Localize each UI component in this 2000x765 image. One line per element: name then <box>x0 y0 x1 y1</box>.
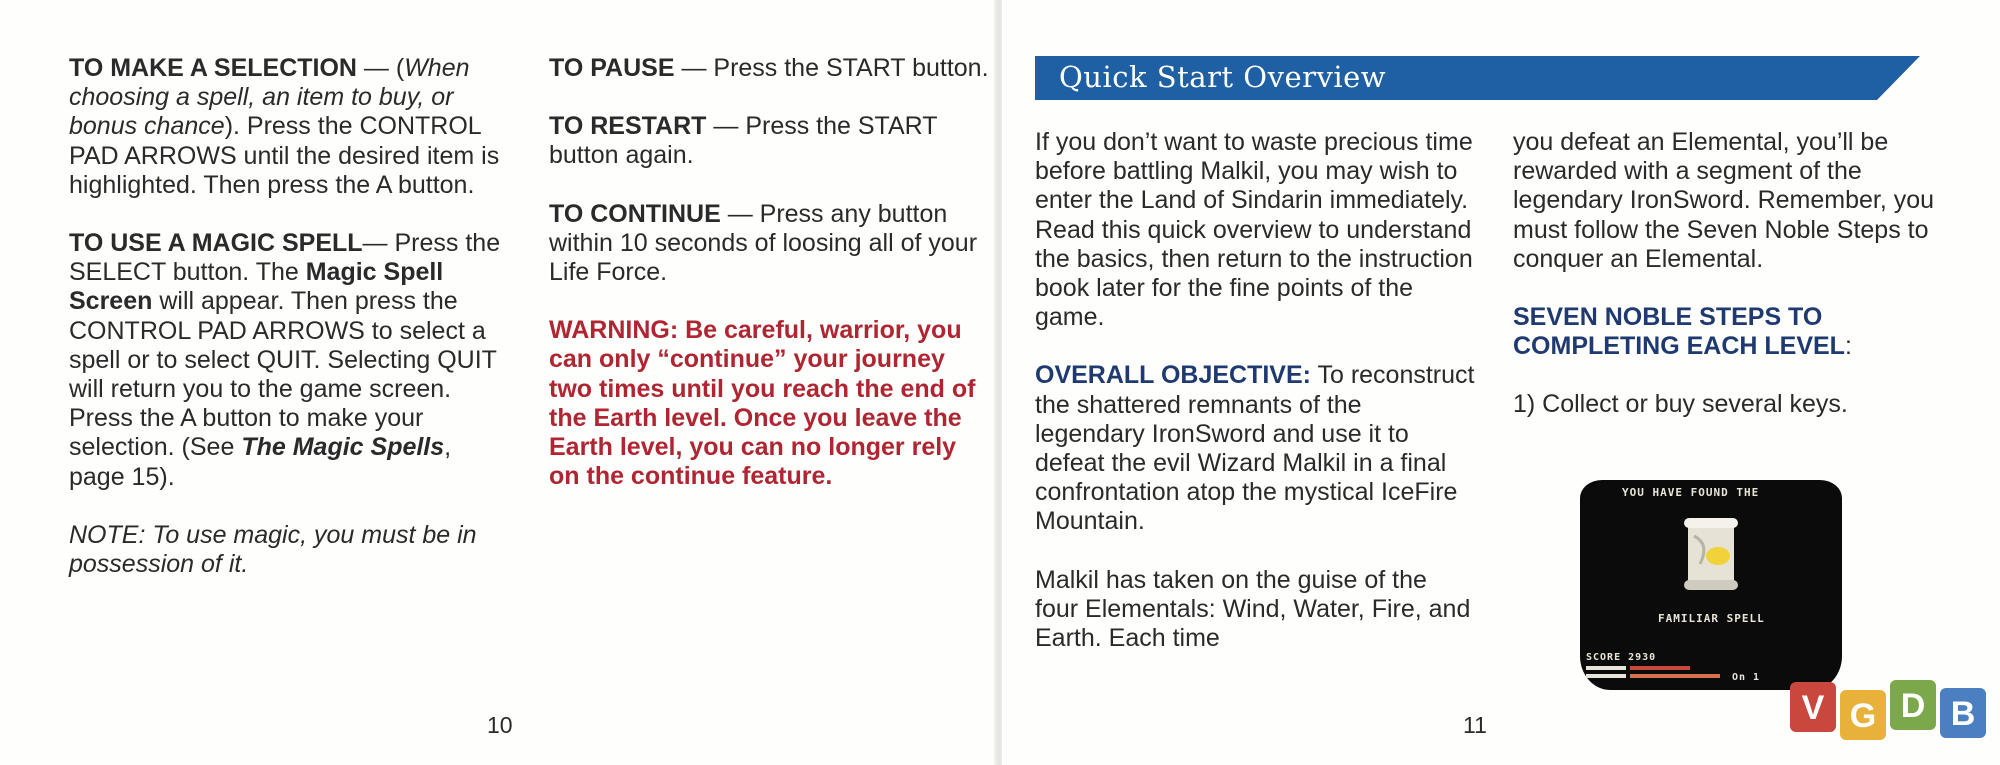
pause-text: — Press the START button. <box>674 54 989 82</box>
continued-paragraph: you defeat an Elemental, you’ll be rewarded with a segment of the legendary IronSword. Remember, you must follow the Seven Noble Steps to conquer an Elemental. <box>1513 128 1935 273</box>
selection-heading: TO MAKE A SELECTION <box>69 54 357 82</box>
continue-text: — Press any button within 10 seconds of loosing all of your Life Force. <box>549 199 978 287</box>
warning-paragraph: WARNING: Be careful, warrior, you can only “continue” your journey two times until you reach the end of the Earth level. Once you leave the Earth level, you can no longer rely on the continue feature. <box>549 316 976 491</box>
selection-paragraph <box>69 54 509 200</box>
continue-heading: TO CONTINUE <box>549 199 721 228</box>
section-banner <box>1035 56 1920 100</box>
page-10 <box>0 0 998 765</box>
page-number-10: 10 <box>487 712 513 738</box>
game-item-text: FAMILIAR SPELL <box>1658 612 1765 625</box>
magic-spells-ref: The Magic Spells <box>241 433 445 462</box>
vgdb-watermark-logo <box>1790 678 1990 740</box>
pause-paragraph <box>549 54 989 83</box>
right-column-1 <box>1035 128 1475 653</box>
game-score-text: SCORE 2930 <box>1586 652 1657 663</box>
selection-italic: When choosing a spell, an item to buy, or bonus chance <box>69 54 470 141</box>
objective-paragraph <box>1035 361 1475 536</box>
svg-text:G: G <box>1849 697 1877 735</box>
game-continue-text: On 1 <box>1732 672 1761 683</box>
steps-colon: : <box>1844 332 1852 361</box>
selection-dash: — ( <box>356 54 405 82</box>
magic-text-2: will appear. Then press the CONTROL PAD ARROWS to select a spell or to select QUIT. Selecting QUIT will return you to the game screen. Press the A button to make your selection. (See <box>69 287 497 462</box>
right-column-2 <box>1513 128 1953 420</box>
selection-text: ). Press the CONTROL PAD ARROWS until the desired item is highlighted. Then press the A button. <box>69 112 500 199</box>
left-column-1 <box>69 54 509 579</box>
elementals-paragraph: Malkil has taken on the guise of the four Elementals: Wind, Water, Fire, and Earth. Each time <box>1035 565 1471 653</box>
svg-text:D: D <box>1900 687 1926 725</box>
magic-text-3: , page 15). <box>69 433 452 491</box>
restart-text: — Press the START button again. <box>549 112 938 170</box>
step-1: 1) Collect or buy several keys. <box>1513 390 1848 419</box>
game-screenshot <box>1580 480 1842 690</box>
continue-paragraph <box>549 200 989 288</box>
pause-heading: TO PAUSE <box>549 54 675 82</box>
banner-title: Quick Start Overview <box>1059 60 1387 94</box>
restart-paragraph <box>549 112 989 170</box>
steps-heading: SEVEN NOBLE STEPS TO COMPLETING EACH LEVEL <box>1513 303 1845 361</box>
scroll-icon <box>1680 514 1744 594</box>
svg-text:V: V <box>1801 689 1825 727</box>
steps-heading-line <box>1513 303 1953 361</box>
note-paragraph: NOTE: To use magic, you must be in possession of it. <box>69 520 477 579</box>
svg-text:B: B <box>1950 695 1976 733</box>
objective-text: To reconstruct the shattered remnants of the legendary IronSword and use it to defeat the evil Wizard Malkil in a final confrontation atop the mystical IceFire Mountain. <box>1035 361 1475 536</box>
magic-text-1: — Press the SELECT button. The <box>69 229 501 287</box>
magic-spell-screen-term: Magic Spell Screen <box>69 258 444 316</box>
left-column-2 <box>549 54 989 491</box>
objective-heading: OVERALL OBJECTIVE: <box>1035 361 1311 390</box>
intro-paragraph: If you don’t want to waste precious time before battling Malkil, you may wish to enter the Land of Sindarin immediately. Read this quick overview to understand the basics, then return to the instruction book later for the fine points of the game. <box>1035 128 1473 332</box>
restart-heading: TO RESTART <box>549 112 707 141</box>
page-number-11: 11 <box>1463 712 1487 738</box>
magic-paragraph <box>69 229 509 492</box>
magic-heading: TO USE A MAGIC SPELL <box>69 229 363 258</box>
game-found-text: YOU HAVE FOUND THE <box>1622 486 1760 499</box>
life-bars-icon <box>1586 666 1726 682</box>
